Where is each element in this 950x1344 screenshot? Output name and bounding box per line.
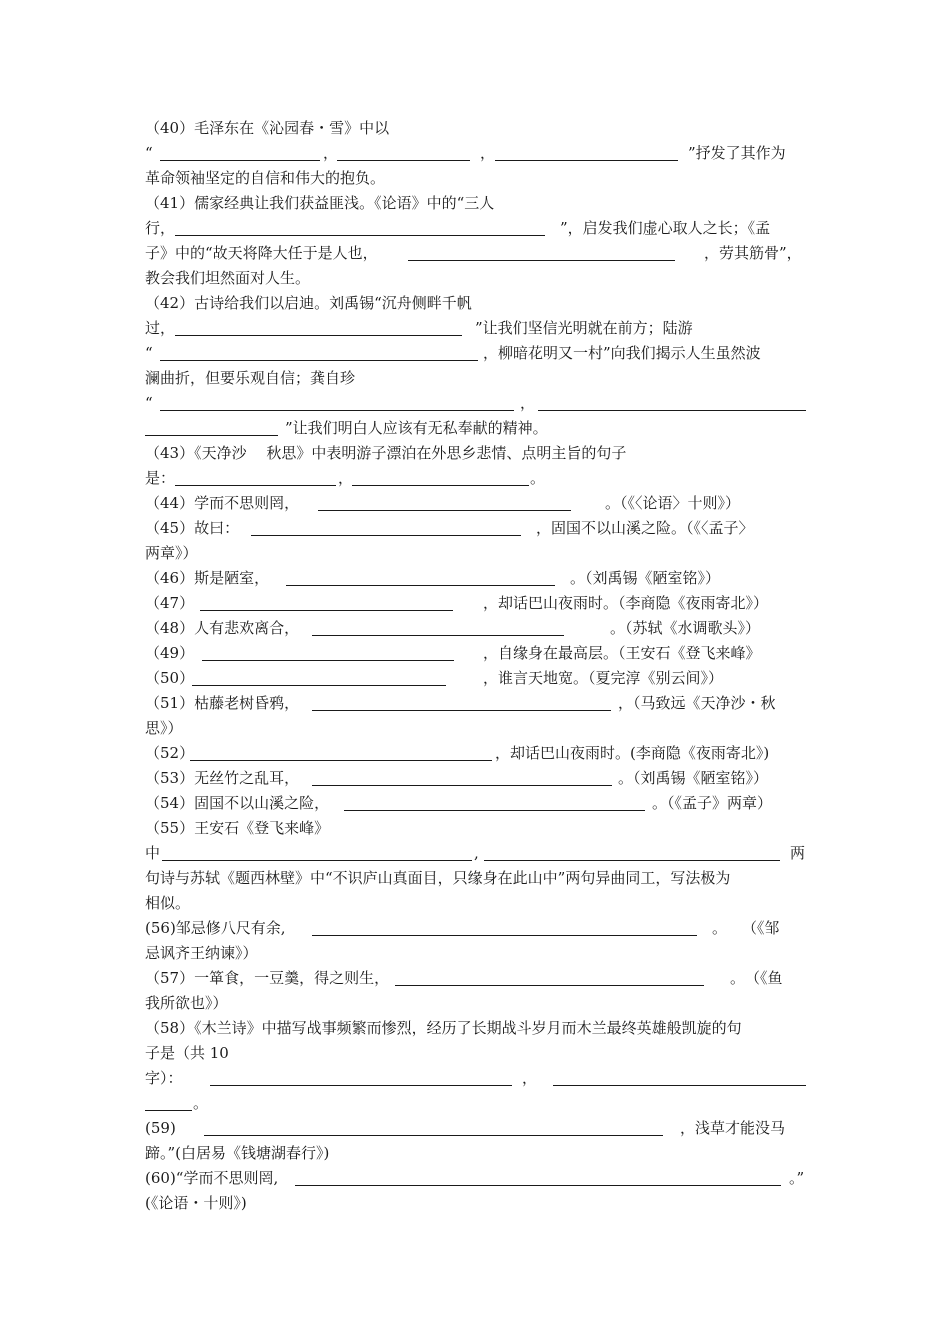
q56-text: (56)邹忌修八尺有余, xyxy=(145,919,286,937)
answer-blank[interactable] xyxy=(344,810,645,811)
answer-blank[interactable] xyxy=(200,610,453,611)
q58-text: 子是（共 10 xyxy=(145,1044,229,1062)
q40-text: （40）毛泽东在《沁园春・雪》中以 xyxy=(145,119,390,137)
answer-blank[interactable] xyxy=(484,860,780,861)
q46-text: （46）斯是陋室， xyxy=(145,569,270,587)
answer-blank[interactable] xyxy=(192,685,446,686)
q45-line xyxy=(0,542,950,564)
answer-blank[interactable] xyxy=(337,160,470,161)
q55-text: （55）王安石《登飞来峰》 xyxy=(145,819,330,837)
q43-text: 是： xyxy=(145,469,176,487)
q56-line xyxy=(0,942,950,964)
q55-line xyxy=(0,867,950,889)
answer-blank[interactable] xyxy=(190,760,492,761)
answer-blank[interactable] xyxy=(175,335,462,336)
q55-line xyxy=(0,892,950,914)
q57-text: 。 （《鱼 xyxy=(730,969,783,987)
q57-text: （57）一箪食，一豆羹，得之则生， xyxy=(145,969,390,987)
q41-text: ”，启发我们虚心取人之长；《孟 xyxy=(560,219,771,237)
q47-text: ，却话巴山夜雨时。（李商隐《夜雨寄北》） xyxy=(483,594,769,612)
q46-text: 。（刘禹锡《陋室铭》） xyxy=(570,569,721,587)
q55-text: 相似。 xyxy=(145,894,191,912)
q43-line xyxy=(0,467,950,489)
q42-line xyxy=(0,367,950,389)
q56-text: 。 （《邹 xyxy=(712,919,780,937)
answer-blank[interactable] xyxy=(251,535,521,536)
q43-line xyxy=(0,442,950,464)
q42-line xyxy=(0,292,950,314)
answer-blank[interactable] xyxy=(408,260,675,261)
q60-line xyxy=(0,1192,950,1214)
q48-text: （48）人有悲欢离合， xyxy=(145,619,300,637)
q43-text: ， xyxy=(338,469,354,487)
q43-text: 。 xyxy=(530,469,546,487)
q45-text: 两章》） xyxy=(145,544,198,562)
q45-text: （45）故曰： xyxy=(145,519,240,537)
q57-line xyxy=(0,967,950,989)
q53-line xyxy=(0,767,950,789)
q49-text: ，自缘身在最高层。（王安石《登飞来峰》 xyxy=(483,644,761,662)
answer-blank[interactable] xyxy=(312,710,611,711)
q41-text: 行， xyxy=(145,219,176,237)
answer-blank[interactable] xyxy=(160,410,514,411)
q40-text: ， xyxy=(323,144,339,162)
q45-line xyxy=(0,517,950,539)
q53-text: 。（刘禹锡《陋室铭》） xyxy=(618,769,769,787)
q58-text: ， xyxy=(522,1069,538,1087)
q56-text: 忌讽齐王纳谏》） xyxy=(145,944,258,962)
answer-blank[interactable] xyxy=(202,660,454,661)
q44-line xyxy=(0,492,950,514)
q59-line xyxy=(0,1117,950,1139)
q41-line xyxy=(0,192,950,214)
q42-text: 过， xyxy=(145,319,176,337)
q51-line xyxy=(0,692,950,714)
q60-text: (《论语・十则》) xyxy=(145,1194,247,1212)
q42-text: ， xyxy=(520,394,536,412)
q59-line xyxy=(0,1142,950,1164)
answer-blank[interactable] xyxy=(295,1185,781,1186)
q58-text: 字）： xyxy=(145,1069,183,1087)
q53-text: （53）无丝竹之乱耳， xyxy=(145,769,300,787)
answer-blank[interactable] xyxy=(286,585,555,586)
q51-text: （51）枯藤老树昏鸦， xyxy=(145,694,300,712)
q41-line xyxy=(0,242,950,264)
q60-line xyxy=(0,1167,950,1189)
q55-text: 两 xyxy=(790,844,806,862)
answer-blank[interactable] xyxy=(312,635,564,636)
answer-blank[interactable] xyxy=(145,435,278,436)
q52-text: ，却话巴山夜雨时。(李商隐《夜雨寄北》) xyxy=(495,744,770,762)
q42-text: ，柳暗花明又一村”向我们揭示人生虽然波 xyxy=(483,344,761,362)
q42-text: “ xyxy=(145,344,153,362)
q40-text: 革命领袖坚定的自信和伟大的抱负。 xyxy=(145,169,386,187)
answer-blank[interactable] xyxy=(395,985,704,986)
answer-blank[interactable] xyxy=(495,160,678,161)
q41-text: 子》中的“故天将降大任于是人也， xyxy=(145,244,378,262)
q51-text: ，（马致远《天净沙・秋 xyxy=(618,694,776,712)
q58-text: （58）《木兰诗》中描写战事频繁而惨烈，经历了长期战斗岁月而木兰最终英雄般凯旋的句 xyxy=(145,1019,742,1037)
answer-blank[interactable] xyxy=(210,1085,512,1086)
q40-line xyxy=(0,167,950,189)
q47-text: （47） xyxy=(145,594,195,612)
q52-text: （52） xyxy=(145,744,195,762)
q60-text: 。” xyxy=(789,1169,805,1187)
q42-line xyxy=(0,317,950,339)
answer-blank[interactable] xyxy=(538,410,806,411)
q42-line xyxy=(0,392,950,414)
answer-blank[interactable] xyxy=(175,235,545,236)
q60-text: (60)“学而不思则罔, xyxy=(145,1169,279,1187)
q54-text: （54）固国不以山溪之险， xyxy=(145,794,330,812)
q48-text: 。（苏轼《水调歌头》） xyxy=(610,619,761,637)
answer-blank[interactable] xyxy=(312,785,612,786)
q51-line xyxy=(0,717,950,739)
q59-text: 蹄。”(白居易《钱塘湖春行》) xyxy=(145,1144,330,1162)
q59-text: ，浅草才能没马 xyxy=(680,1119,786,1137)
answer-blank[interactable] xyxy=(204,1135,663,1136)
q41-text: 教会我们坦然面对人生。 xyxy=(145,269,311,287)
q58-line xyxy=(0,1067,950,1089)
q55-text: , xyxy=(474,844,479,862)
q48-line xyxy=(0,617,950,639)
q41-line xyxy=(0,217,950,239)
q59-text: (59) xyxy=(145,1119,176,1137)
q46-line xyxy=(0,567,950,589)
q50-text: ，谁言天地宽。（夏完淳《别云间》） xyxy=(483,669,724,687)
q41-text: （41）儒家经典让我们获益匪浅。《论语》中的“三人 xyxy=(145,194,495,212)
q54-text: 。（《孟子》两章） xyxy=(652,794,773,812)
q42-text: ”让我们坚信光明就在前方；陆游 xyxy=(475,319,693,337)
q57-text: 我所欲也》） xyxy=(145,994,228,1012)
q52-line xyxy=(0,742,950,764)
q40-line xyxy=(0,142,950,164)
q58-line xyxy=(0,1092,950,1114)
q42-text: ”让我们明白人应该有无私奉献的精神。 xyxy=(285,419,548,437)
q40-text: ”抒发了其作为 xyxy=(688,144,786,162)
q44-text: （44）学而不思则罔， xyxy=(145,494,300,512)
answer-blank[interactable] xyxy=(553,1085,806,1086)
q55-line xyxy=(0,842,950,864)
q42-text: 澜曲折，但要乐观自信；龚自珍 xyxy=(145,369,356,387)
q42-text: “ xyxy=(145,394,153,412)
q49-text: （49） xyxy=(145,644,195,662)
answer-blank[interactable] xyxy=(318,510,571,511)
q58-text: 。 xyxy=(193,1094,209,1112)
q44-text: 。（《〈论语〉十则》） xyxy=(605,494,741,512)
q43-text: （43）《天净沙 秋思》中表明游子漂泊在外思乡悲情、点明主旨的句子 xyxy=(145,444,627,462)
q55-text: 句诗与苏轼《题西林壁》中“不识庐山真面目，只缘身在此山中”两句异曲同工，写法极为 xyxy=(145,869,731,887)
q57-line xyxy=(0,992,950,1014)
answer-blank[interactable] xyxy=(162,860,472,861)
answer-blank[interactable] xyxy=(145,1110,192,1111)
q42-line xyxy=(0,342,950,364)
q41-line xyxy=(0,267,950,289)
q55-text: 中 xyxy=(145,844,161,862)
q40-text: ， xyxy=(480,144,496,162)
answer-blank[interactable] xyxy=(312,935,697,936)
q50-line xyxy=(0,667,950,689)
q58-line xyxy=(0,1017,950,1039)
q51-text: 思》） xyxy=(145,719,183,737)
answer-blank[interactable] xyxy=(160,160,320,161)
q50-text: （50） xyxy=(145,669,195,687)
q42-text: （42）古诗给我们以启迪。刘禹锡“沉舟侧畔千帆 xyxy=(145,294,472,312)
q42-line xyxy=(0,417,950,439)
q47-line xyxy=(0,592,950,614)
q40-text: “ xyxy=(145,144,153,162)
answer-blank[interactable] xyxy=(175,485,336,486)
answer-blank[interactable] xyxy=(352,485,529,486)
q45-text: ，固国不以山溪之险。（《〈孟子〉 xyxy=(536,519,754,537)
answer-blank[interactable] xyxy=(160,360,478,361)
q54-line xyxy=(0,792,950,814)
q56-line xyxy=(0,917,950,939)
q41-text: ，劳其筋骨”， xyxy=(704,244,802,262)
q55-line xyxy=(0,817,950,839)
q58-line xyxy=(0,1042,950,1064)
q49-line xyxy=(0,642,950,664)
q40-line xyxy=(0,117,950,139)
